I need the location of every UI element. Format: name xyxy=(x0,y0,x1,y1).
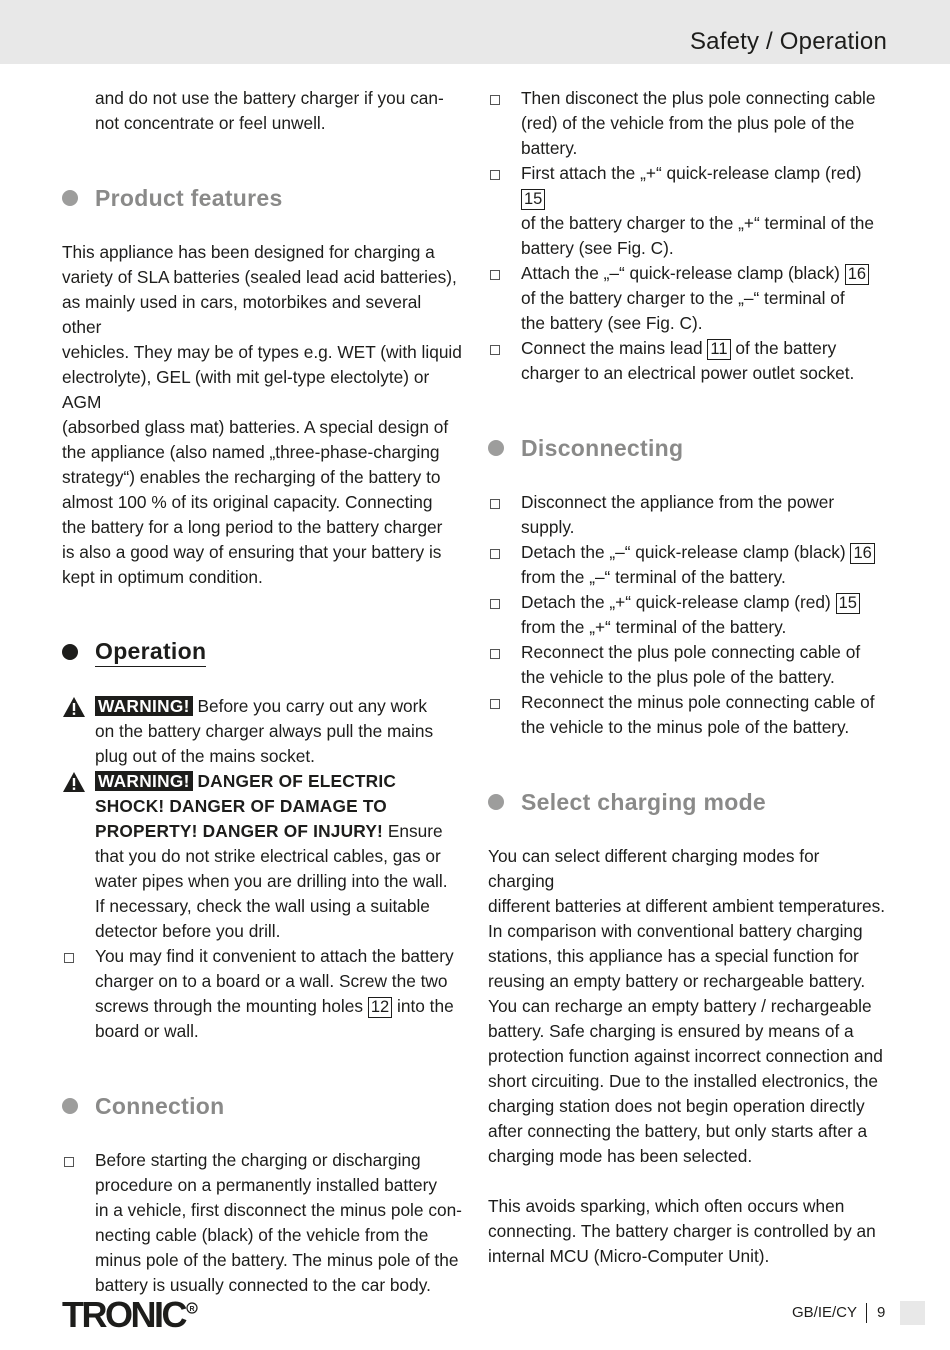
footer-divider xyxy=(866,1303,867,1323)
list-item-reconnect-minus: Reconnect the minus pole connecting cable of the vehicle to the minus pole of the battery. xyxy=(488,690,888,740)
checkbox-bullet-icon xyxy=(490,599,500,609)
checkbox-bullet-icon xyxy=(490,170,500,180)
locale-code: GB/IE/CY xyxy=(792,1304,858,1321)
checkbox-bullet-icon xyxy=(490,499,500,509)
checkbox-bullet-icon xyxy=(64,1157,74,1167)
tronic-logo xyxy=(62,1296,202,1332)
list-item-disconnect-minus: Before starting the charging or discharging procedure on a permanently installed battery in a vehicle, first disconnect the minus pole con- necting cable (black) of the vehicle from the minus pole of the battery. The minus pole of the battery is usually connected to the car body. xyxy=(62,1148,462,1298)
part-ref-16: 16 xyxy=(845,264,869,285)
product-features-paragraph: This appliance has been designed for charging a variety of SLA batteries (sealed lead acid batteries), as mainly used in cars, motorbikes and several other vehicles. They may be of types e.g. WET (with liquid electrolyte), GEL (with mit gel-type electolyte) or AGM (absorbed glass mat) batteries. A special design of the appliance (also named „three-phase-charging strategy“) enables the recharging of the battery to almost 100 % of its original capacity. Connecting the battery for a long period to the battery charger is also a good way of ensuring that your battery is kept in optimum condition. xyxy=(62,242,462,587)
list-item-attach-minus-clamp: Attach the „–“ quick-release clamp (black) 16 of the battery charger to the „–“ terminal of the battery (see Fig. C). xyxy=(488,261,888,336)
list-item-attach-plus-clamp: First attach the „+“ quick-release clamp (red) 15 of the battery charger to the „+“ terminal of the battery (see Fig. C). xyxy=(488,161,888,261)
bullet-dot-icon xyxy=(488,440,504,456)
page-tab-marker xyxy=(900,1301,925,1325)
warning-label: WARNING! xyxy=(95,771,193,791)
list-item-connect-mains: Connect the mains lead 11 of the battery charger to an electrical power outlet socket. xyxy=(488,336,888,386)
section-heading-operation: Operation xyxy=(62,638,462,666)
list-item-detach-minus: Detach the „–“ quick-release clamp (black) 16 from the „–“ terminal of the battery. xyxy=(488,540,888,590)
warning-electric-shock: WARNING! DANGER OF ELECTRIC SHOCK! DANGER OF DAMAGE TO PROPERTY! DANGER OF INJURY! Ensure that you do not strike electrical cables, gas or water pipes when you are drilling into the wall. If necessary, check the wall using a suitable detector before you drill. xyxy=(62,769,462,944)
warning-triangle-icon xyxy=(62,771,86,793)
section-heading-select-charging-mode: Select charging mode xyxy=(488,788,888,816)
part-ref-15: 15 xyxy=(521,189,545,210)
list-item-disconnect-plus: Then disconect the plus pole connecting cable (red) of the vehicle from the plus pole of the battery. xyxy=(488,86,888,161)
svg-text:TRONIC: TRONIC xyxy=(62,1296,185,1332)
checkbox-bullet-icon xyxy=(490,549,500,559)
svg-text:R: R xyxy=(189,1306,195,1313)
page-title: Safety / Operation xyxy=(689,28,887,55)
part-ref-15: 15 xyxy=(836,593,860,614)
bullet-dot-icon xyxy=(62,1098,78,1114)
bullet-dot-icon xyxy=(62,190,78,206)
right-column xyxy=(488,86,888,1269)
section-heading-product-features: Product features xyxy=(62,184,462,212)
part-ref-12: 12 xyxy=(368,997,392,1018)
checkbox-bullet-icon xyxy=(64,953,74,963)
part-ref-16: 16 xyxy=(850,543,874,564)
select-mode-paragraph-1: You can select different charging modes for charging different batteries at different ambient temperatures. In comparison with conventional battery charging stations, this appliance has a special function for reusing an empty battery or rechargeable battery. You can recharge an empty battery / rechargeable battery. Safe charging is ensured by means of a protection function against incorrect connection and short circuiting. Due to the installed electronics, the charging station does not begin operation directly after connecting the battery, but only starts after a charging mode has been selected. xyxy=(488,846,886,1166)
section-heading-connection: Connection xyxy=(62,1092,462,1120)
checkbox-bullet-icon xyxy=(490,345,500,355)
checkbox-bullet-icon xyxy=(490,270,500,280)
warning-unplug: WARNING! Before you carry out any work on the battery charger always pull the mains plug out of the mains socket. xyxy=(62,694,462,769)
warning-label: WARNING! xyxy=(95,696,193,716)
part-ref-11: 11 xyxy=(707,339,730,360)
list-item-reconnect-plus: Reconnect the plus pole connecting cable of the vehicle to the plus pole of the battery. xyxy=(488,640,888,690)
list-item-disconnect-power: Disconnect the appliance from the power supply. xyxy=(488,490,888,540)
checkbox-bullet-icon xyxy=(490,95,500,105)
list-item-detach-plus: Detach the „+“ quick-release clamp (red) 15 from the „+“ terminal of the battery. xyxy=(488,590,888,640)
checkbox-bullet-icon xyxy=(490,649,500,659)
page-number: 9 xyxy=(877,1304,886,1321)
bullet-dot-icon xyxy=(488,794,504,810)
bullet-dot-icon xyxy=(62,644,78,660)
intro-paragraph: and do not use the battery charger if you can- not concentrate or feel unwell. xyxy=(95,88,444,133)
left-column xyxy=(62,86,462,1298)
select-mode-paragraph-2: This avoids sparking, which often occurs when connecting. The battery charger is controlled by an internal MCU (Micro-Computer Unit). xyxy=(488,1196,876,1266)
checkbox-bullet-icon xyxy=(490,699,500,709)
list-item-mounting: You may find it convenient to attach the battery charger on to a board or a wall. Screw the two screws through the mounting holes 12 into the board or wall. xyxy=(62,944,462,1044)
warning-triangle-icon xyxy=(62,696,86,718)
section-heading-disconnecting: Disconnecting xyxy=(488,434,888,462)
